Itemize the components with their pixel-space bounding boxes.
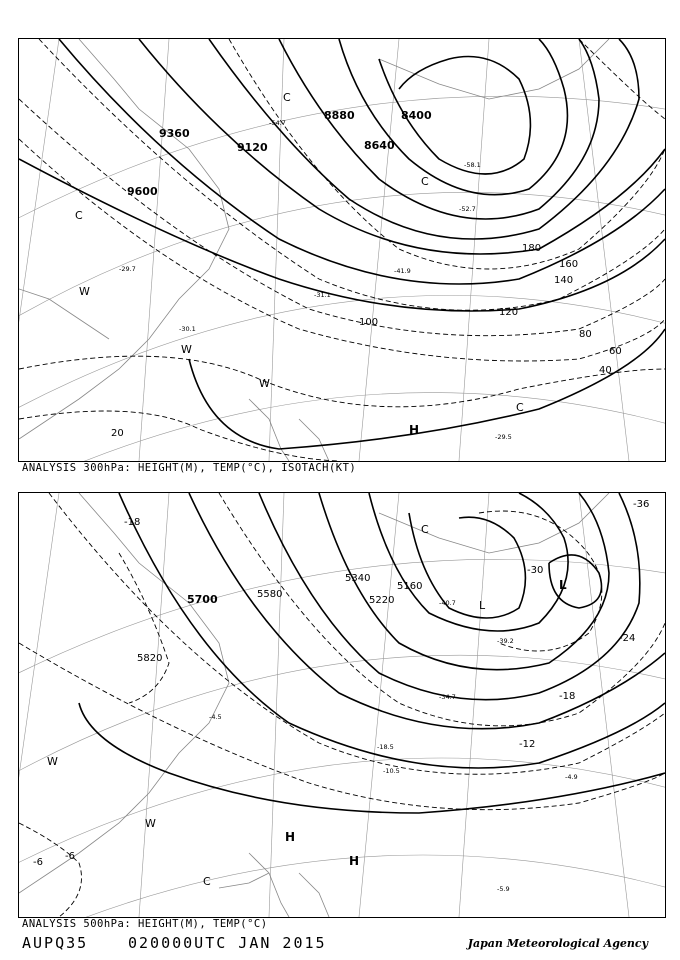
warm-center-mark: W	[47, 755, 58, 768]
station-obs: -58.1	[464, 161, 481, 169]
high-center-mark: H	[285, 830, 296, 844]
station-obs: -52.7	[459, 205, 476, 213]
map-300hpa	[18, 38, 666, 462]
high-center-mark: H	[409, 423, 420, 437]
station-obs: -29.5	[495, 433, 512, 441]
cold-center-mark: C	[516, 401, 524, 414]
low-center-mark: L	[479, 599, 486, 612]
caption-500hpa: ANALYSIS 500hPa: HEIGHT(M), TEMP(°C)	[22, 918, 268, 930]
high-center-mark: H	[349, 854, 360, 868]
station-obs: -4.9	[565, 773, 578, 781]
station-obs: -18.5	[377, 743, 394, 751]
temp-label: -6	[65, 851, 75, 862]
height-contours	[19, 39, 665, 449]
station-obs: -41.9	[394, 267, 411, 275]
map-500hpa	[18, 492, 666, 918]
cold-center-mark: C	[421, 175, 429, 188]
valid-time: 020000UTC JAN 2015	[128, 934, 327, 952]
isotach-label: 80	[579, 329, 592, 340]
isotach-label: 100	[359, 317, 379, 328]
height-label: 8400	[401, 109, 432, 122]
isotach-label: 20	[111, 428, 124, 439]
isotach-label: 180	[522, 243, 542, 254]
temp-label: -18	[559, 691, 576, 702]
temp-label: -12	[519, 739, 536, 750]
station-obs: -34.7	[439, 693, 456, 701]
height-label: 9360	[159, 127, 190, 140]
temp-label: -18	[124, 517, 141, 528]
isotach-label: 140	[554, 275, 574, 286]
station-obs: -4.5	[209, 713, 222, 721]
height-label: 5340	[345, 573, 371, 584]
warm-center-mark: W	[145, 817, 156, 830]
cold-center-mark: C	[421, 523, 429, 536]
isotach-label: 160	[559, 259, 579, 270]
temp-label: -30	[527, 565, 544, 576]
station-obs: -5.9	[497, 885, 510, 893]
station-obs: -30.1	[179, 325, 196, 333]
low-center-mark: L	[559, 578, 567, 592]
coastline	[19, 39, 609, 461]
coastline	[19, 493, 609, 917]
height-label: 8640	[364, 139, 395, 152]
cold-center-mark: C	[203, 875, 211, 888]
warm-center-mark: W	[259, 377, 270, 390]
station-obs: -31.1	[314, 291, 331, 299]
temp-label: -24	[619, 633, 636, 644]
isotach-label: 120	[499, 307, 519, 318]
height-label: 9120	[237, 141, 268, 154]
height-label: 5160	[397, 581, 423, 592]
chart-code: AUPQ35	[22, 934, 89, 952]
warm-center-mark: W	[79, 285, 90, 298]
cold-center-mark: C	[75, 209, 83, 222]
cold-center-mark: C	[283, 91, 291, 104]
station-obs: -54.7	[269, 119, 286, 127]
height-label: 5220	[369, 595, 395, 606]
caption-300hpa: ANALYSIS 300hPa: HEIGHT(M), TEMP(°C), ISOTACH(KT)	[22, 462, 357, 474]
isotach-label: 40	[599, 365, 612, 376]
temp-label: -36	[633, 499, 650, 510]
station-obs: -10.5	[383, 767, 400, 775]
height-label: 8880	[324, 109, 355, 122]
temp-label: -6	[33, 857, 43, 868]
map-500hpa-canvas	[19, 493, 665, 917]
warm-center-mark: W	[181, 343, 192, 356]
height-label: 5580	[257, 589, 283, 600]
isotach-label: 60	[609, 346, 622, 357]
agency-credit: Japan Meteorological Agency	[467, 937, 648, 950]
station-obs: -39.2	[497, 637, 514, 645]
height-label: 9600	[127, 185, 158, 198]
height-label: 5820	[137, 653, 163, 664]
map-300hpa-canvas	[19, 39, 665, 461]
station-obs: -40.7	[439, 599, 456, 607]
height-label: 5700	[187, 593, 218, 606]
station-obs: -29.7	[119, 265, 136, 273]
